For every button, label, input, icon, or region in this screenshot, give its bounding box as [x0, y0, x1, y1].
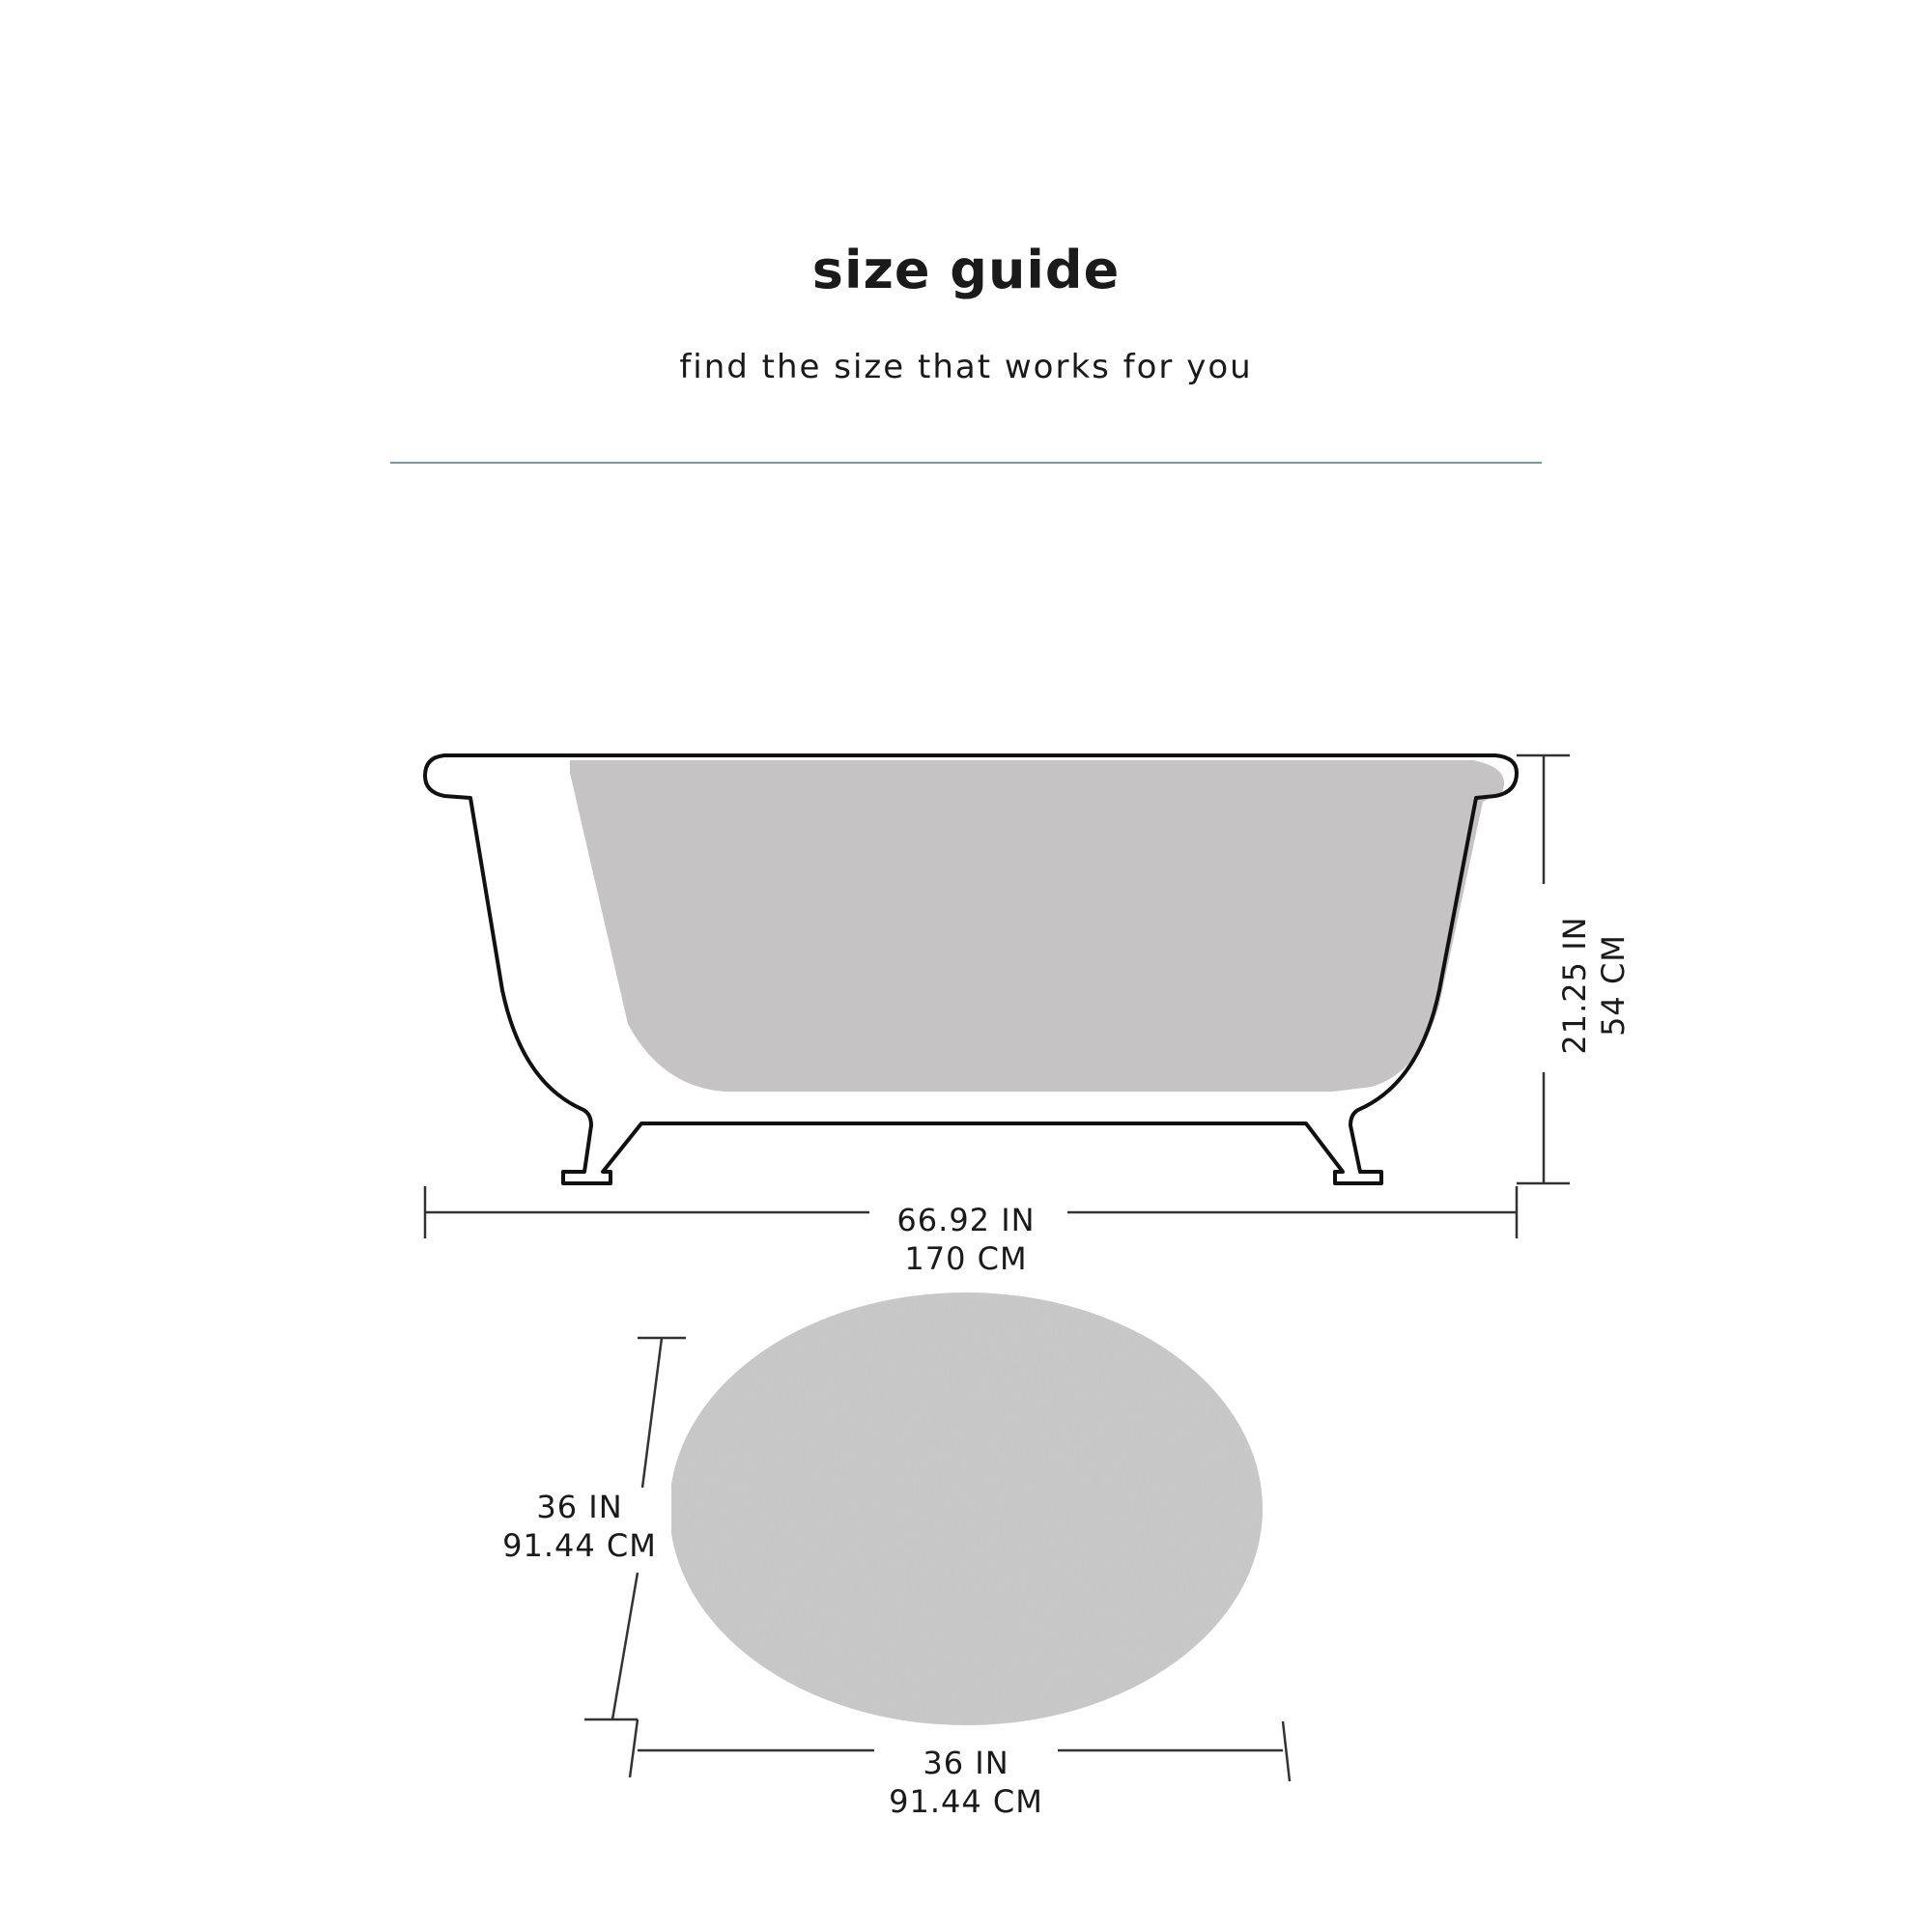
mat-width-label: [874, 1744, 1058, 1821]
tub-interior: [570, 760, 1504, 1092]
page-title: size guide: [811, 240, 1121, 300]
mat-height-label: [488, 1488, 671, 1565]
tub-height-label: [1555, 860, 1633, 1111]
tub-width-inches: 66.92 IN: [896, 1202, 1036, 1238]
page-subtitle: find the size that works for you: [679, 348, 1253, 386]
tub-height-centimeters: 54 CM: [1595, 934, 1632, 1037]
mat-width-inches: 36 IN: [923, 1745, 1009, 1781]
mat-height-centimeters: 91.44 CM: [502, 1527, 657, 1564]
bathtub-illustration: [425, 755, 1517, 1183]
tub-height-inches: 21.25 IN: [1556, 916, 1593, 1055]
bath-mat: [669, 1293, 1263, 1725]
tub-width-label: [869, 1201, 1063, 1278]
mat-height-inches: 36 IN: [536, 1489, 623, 1525]
mat-width-centimeters: 91.44 CM: [889, 1783, 1043, 1820]
tub-width-centimeters: 170 CM: [904, 1240, 1028, 1277]
